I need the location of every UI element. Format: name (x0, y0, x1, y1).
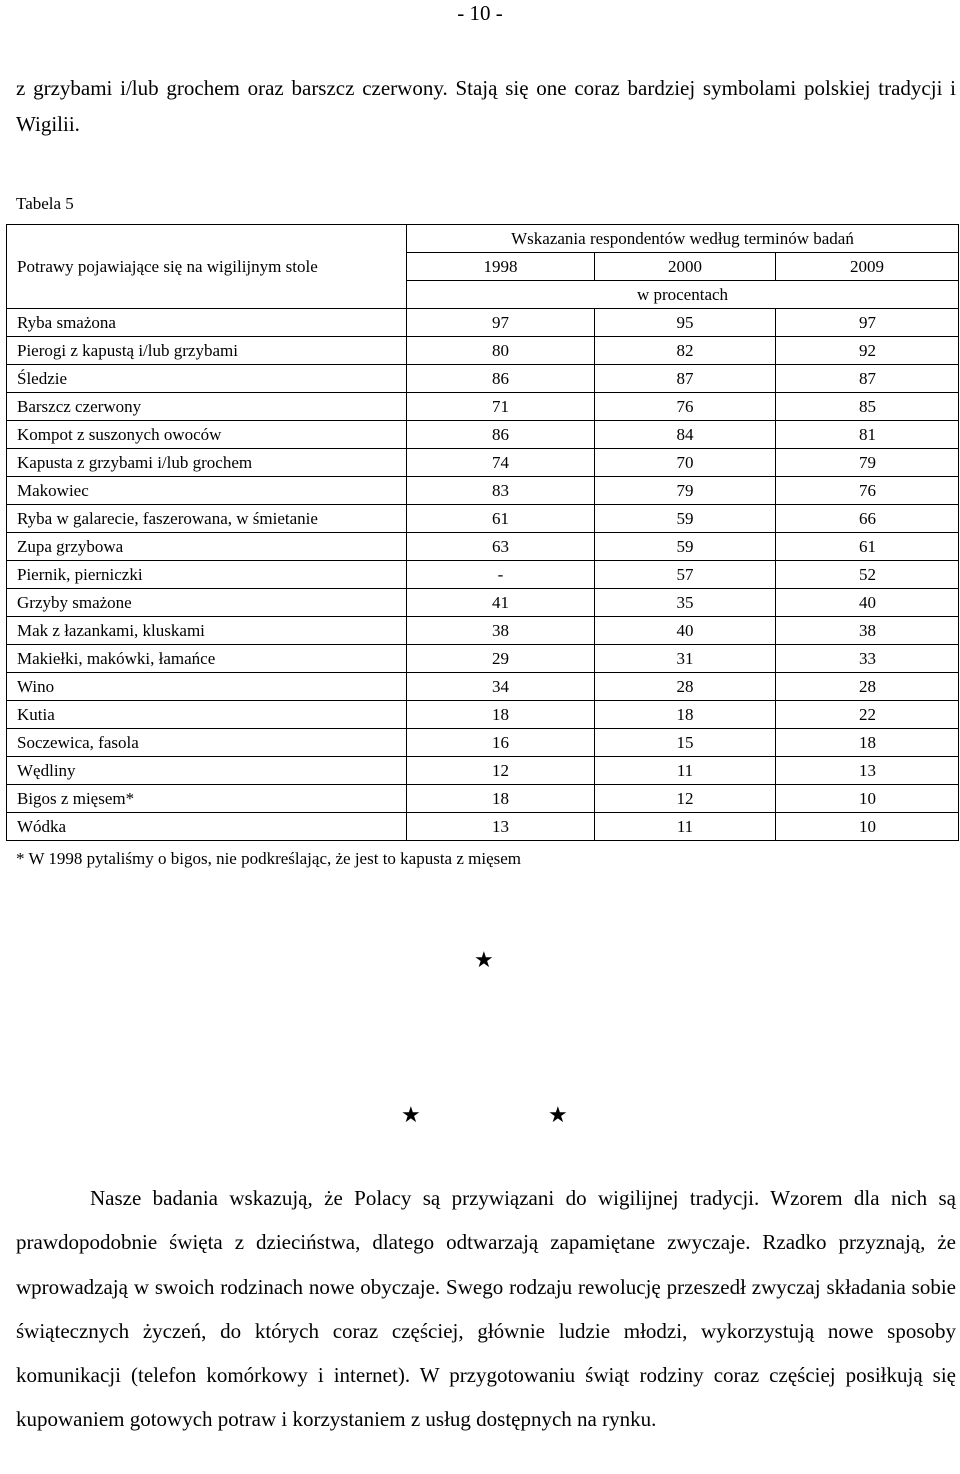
value-cell-2009: 22 (776, 701, 959, 729)
value-cell-2009: 28 (776, 673, 959, 701)
value-cell-2009: 81 (776, 421, 959, 449)
dish-name-cell: Ryba smażona (7, 309, 407, 337)
value-cell-2000: 12 (595, 785, 776, 813)
star-icon: ★ (548, 1102, 568, 1127)
value-cell-2000: 40 (595, 617, 776, 645)
value-cell-2009: 85 (776, 393, 959, 421)
value-cell-1998: 97 (407, 309, 595, 337)
table-row (7, 505, 959, 533)
dish-name-cell: Pierogi z kapustą i/lub grzybami (7, 337, 407, 365)
group-header: Wskazania respondentów według terminów badań (407, 225, 959, 253)
value-cell-2009: 97 (776, 309, 959, 337)
value-cell-2000: 70 (595, 449, 776, 477)
value-cell-1998: 74 (407, 449, 595, 477)
value-cell-1998: 63 (407, 533, 595, 561)
value-cell-2009: 79 (776, 449, 959, 477)
dish-name-cell: Wędliny (7, 757, 407, 785)
value-cell-2000: 59 (595, 533, 776, 561)
value-cell-1998: 83 (407, 477, 595, 505)
value-cell-2000: 11 (595, 757, 776, 785)
value-cell-2009: 66 (776, 505, 959, 533)
row-header: Potrawy pojawiające się na wigilijnym stole (7, 225, 407, 309)
value-cell-2000: 95 (595, 309, 776, 337)
value-cell-2000: 79 (595, 477, 776, 505)
value-cell-1998: 71 (407, 393, 595, 421)
unit-header: w procentach (407, 281, 959, 309)
value-cell-2009: 33 (776, 645, 959, 673)
value-cell-2000: 11 (595, 813, 776, 841)
value-cell-1998: 61 (407, 505, 595, 533)
value-cell-2009: 52 (776, 561, 959, 589)
dish-name-cell: Śledzie (7, 365, 407, 393)
value-cell-1998: 86 (407, 365, 595, 393)
value-cell-2009: 38 (776, 617, 959, 645)
table-row (7, 813, 959, 841)
dish-name-cell: Piernik, pierniczki (7, 561, 407, 589)
table-row (7, 645, 959, 673)
dish-name-cell: Kutia (7, 701, 407, 729)
value-cell-2000: 84 (595, 421, 776, 449)
year-header-2000: 2000 (595, 253, 776, 281)
data-table (6, 224, 959, 841)
value-cell-2000: 76 (595, 393, 776, 421)
value-cell-1998: 80 (407, 337, 595, 365)
value-cell-2000: 31 (595, 645, 776, 673)
dish-name-cell: Mak z łazankami, kluskami (7, 617, 407, 645)
value-cell-2009: 40 (776, 589, 959, 617)
value-cell-2000: 15 (595, 729, 776, 757)
dish-name-cell: Makiełki, makówki, łamańce (7, 645, 407, 673)
page-number: - 10 - (457, 1, 503, 25)
value-cell-1998: 18 (407, 785, 595, 813)
table-footnote: * W 1998 pytaliśmy o bigos, nie podkreślając, że jest to kapusta z mięsem (16, 849, 522, 868)
table-row (7, 393, 959, 421)
table-row (7, 337, 959, 365)
value-cell-2009: 18 (776, 729, 959, 757)
value-cell-2009: 10 (776, 813, 959, 841)
value-cell-1998: 29 (407, 645, 595, 673)
table-header-row (7, 225, 959, 253)
value-cell-1998: 34 (407, 673, 595, 701)
value-cell-2009: 87 (776, 365, 959, 393)
value-cell-2000: 18 (595, 701, 776, 729)
dish-name-cell: Barszcz czerwony (7, 393, 407, 421)
dish-name-cell: Kapusta z grzybami i/lub grochem (7, 449, 407, 477)
dish-name-cell: Ryba w galarecie, faszerowana, w śmietanie (7, 505, 407, 533)
year-header-1998: 1998 (407, 253, 595, 281)
year-header-2009: 2009 (776, 253, 959, 281)
table-row (7, 309, 959, 337)
intro-paragraph: z grzybami i/lub grochem oraz barszcz czerwony. Stają się one coraz bardziej symbolami polskiej tradycji i Wigilii. (16, 76, 956, 136)
value-cell-2000: 82 (595, 337, 776, 365)
table-row (7, 589, 959, 617)
value-cell-2000: 28 (595, 673, 776, 701)
table-row (7, 729, 959, 757)
value-cell-1998: 16 (407, 729, 595, 757)
value-cell-2009: 76 (776, 477, 959, 505)
table-row (7, 477, 959, 505)
value-cell-1998: - (407, 561, 595, 589)
table-row (7, 673, 959, 701)
value-cell-2009: 10 (776, 785, 959, 813)
star-icon: ★ (474, 947, 494, 972)
value-cell-2009: 13 (776, 757, 959, 785)
table-row (7, 421, 959, 449)
value-cell-1998: 38 (407, 617, 595, 645)
dish-name-cell: Kompot z suszonych owoców (7, 421, 407, 449)
table-caption: Tabela 5 (16, 194, 74, 213)
table-row (7, 561, 959, 589)
value-cell-2000: 57 (595, 561, 776, 589)
star-icon: ★ (401, 1102, 421, 1127)
dish-name-cell: Soczewica, fasola (7, 729, 407, 757)
value-cell-2000: 87 (595, 365, 776, 393)
value-cell-2009: 61 (776, 533, 959, 561)
dish-name-cell: Makowiec (7, 477, 407, 505)
table-body (7, 225, 959, 841)
value-cell-1998: 12 (407, 757, 595, 785)
table-row (7, 533, 959, 561)
table-row (7, 449, 959, 477)
value-cell-1998: 13 (407, 813, 595, 841)
table-row (7, 757, 959, 785)
dish-name-cell: Wino (7, 673, 407, 701)
dish-name-cell: Wódka (7, 813, 407, 841)
value-cell-1998: 18 (407, 701, 595, 729)
value-cell-2000: 59 (595, 505, 776, 533)
value-cell-2009: 92 (776, 337, 959, 365)
dish-name-cell: Grzyby smażone (7, 589, 407, 617)
table-row (7, 617, 959, 645)
value-cell-1998: 86 (407, 421, 595, 449)
table-row (7, 785, 959, 813)
dish-name-cell: Zupa grzybowa (7, 533, 407, 561)
value-cell-2000: 35 (595, 589, 776, 617)
table-row (7, 365, 959, 393)
value-cell-1998: 41 (407, 589, 595, 617)
dish-name-cell: Bigos z mięsem* (7, 785, 407, 813)
table-row (7, 701, 959, 729)
conclusion-paragraph: Nasze badania wskazują, że Polacy są przywiązani do wigilijnej tradycji. Wzorem dla nich są prawdopodobnie święta z dzieciństwa, dlatego odtwarzają zapamiętane zwyczaje. Rzadko przyznają, że wprowadzają w swoich rodzinach nowe obyczaje. Swego rodzaju rewolucję przeszedł zwyczaj składania sobie świątecznych życzeń, do których coraz częściej, głównie ludzie młodzi, wykorzystują nowe sposoby komunikacji (telefon komórkowy i internet). W przygotowaniu świąt rodziny coraz częściej posiłkują się kupowaniem gotowych potraw i korzystaniem z usług dostępnych na rynku. (16, 1186, 956, 1432)
